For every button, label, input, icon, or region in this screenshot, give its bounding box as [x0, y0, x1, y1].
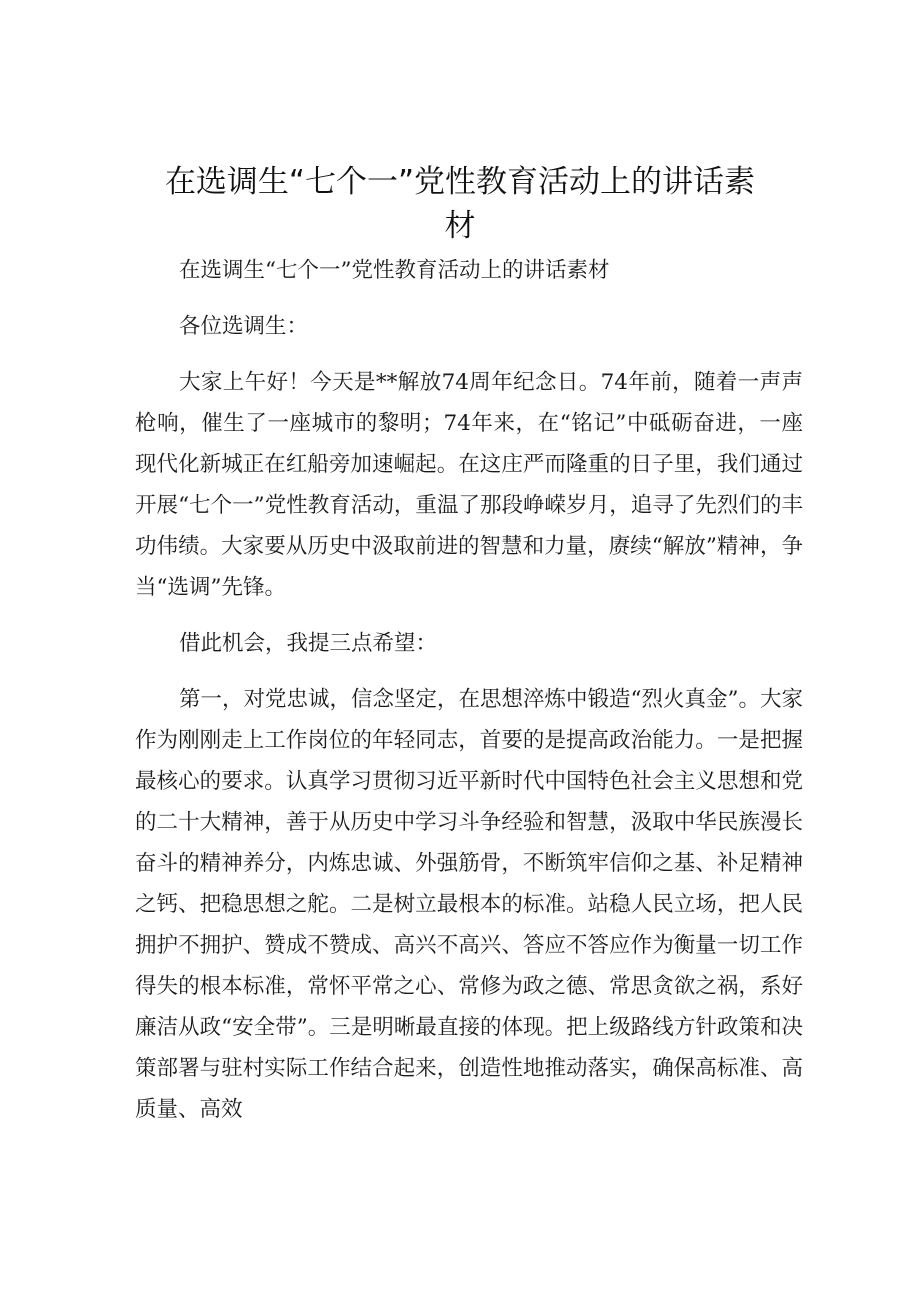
paragraph: 大家上午好！今天是**解放74周年纪念日。74年前，随着一声声枪响，催生了一座城市的黎明；74年来，在“铭记”中砥砺奋进，一座现代化新城正在红船旁加速崛起。在这庄严而隆重的日子里，我们通过开展“七个一”党性教育活动，重温了那段峥嵘岁月，追寻了先烈们的丰功伟绩。大家要从历史中汲取前进的智慧和力量，赓续“解放”精神，争当“选调”先锋。 — [135, 370, 803, 600]
document-title: 在选调生“七个一”党性教育活动上的讲话素材 — [164, 164, 756, 244]
document-body — [135, 250, 803, 1145]
salutation: 各位选调生： — [179, 314, 309, 339]
document-subtitle: 在选调生“七个一”党性教育活动上的讲话素材 — [179, 258, 610, 283]
paragraph: 借此机会，我提三点希望： — [179, 631, 438, 656]
paragraph: 第一，对党忠诚，信念坚定，在思想淬炼中锻造“烈火真金”。大家作为刚刚走上工作岗位的年轻同志，首要的是提高政治能力。一是把握最核心的要求。认真学习贯彻习近平新时代中国特色社会主义思想和党的二十大精神，善于从历史中学习斗争经验和智慧，汲取中华民族漫长奋斗的精神养分，内炼忠诚、外强筋骨，不断筑牢信仰之基、补足精神之钙、把稳思想之舵。二是树立最根本的标准。站稳人民立场，把人民拥护不拥护、赞成不赞成、高兴不高兴、答应不答应作为衡量一切工作得失的根本标准，常怀平常之心、常修为政之德、常思贪欲之祸，系好廉洁从政“安全带”。三是明晰最直接的体现。把上级路线方针政策和决策部署与驻村实际工作结合起来，创造性地推动落实，确保高标准、高质量、高效 — [135, 687, 803, 1122]
